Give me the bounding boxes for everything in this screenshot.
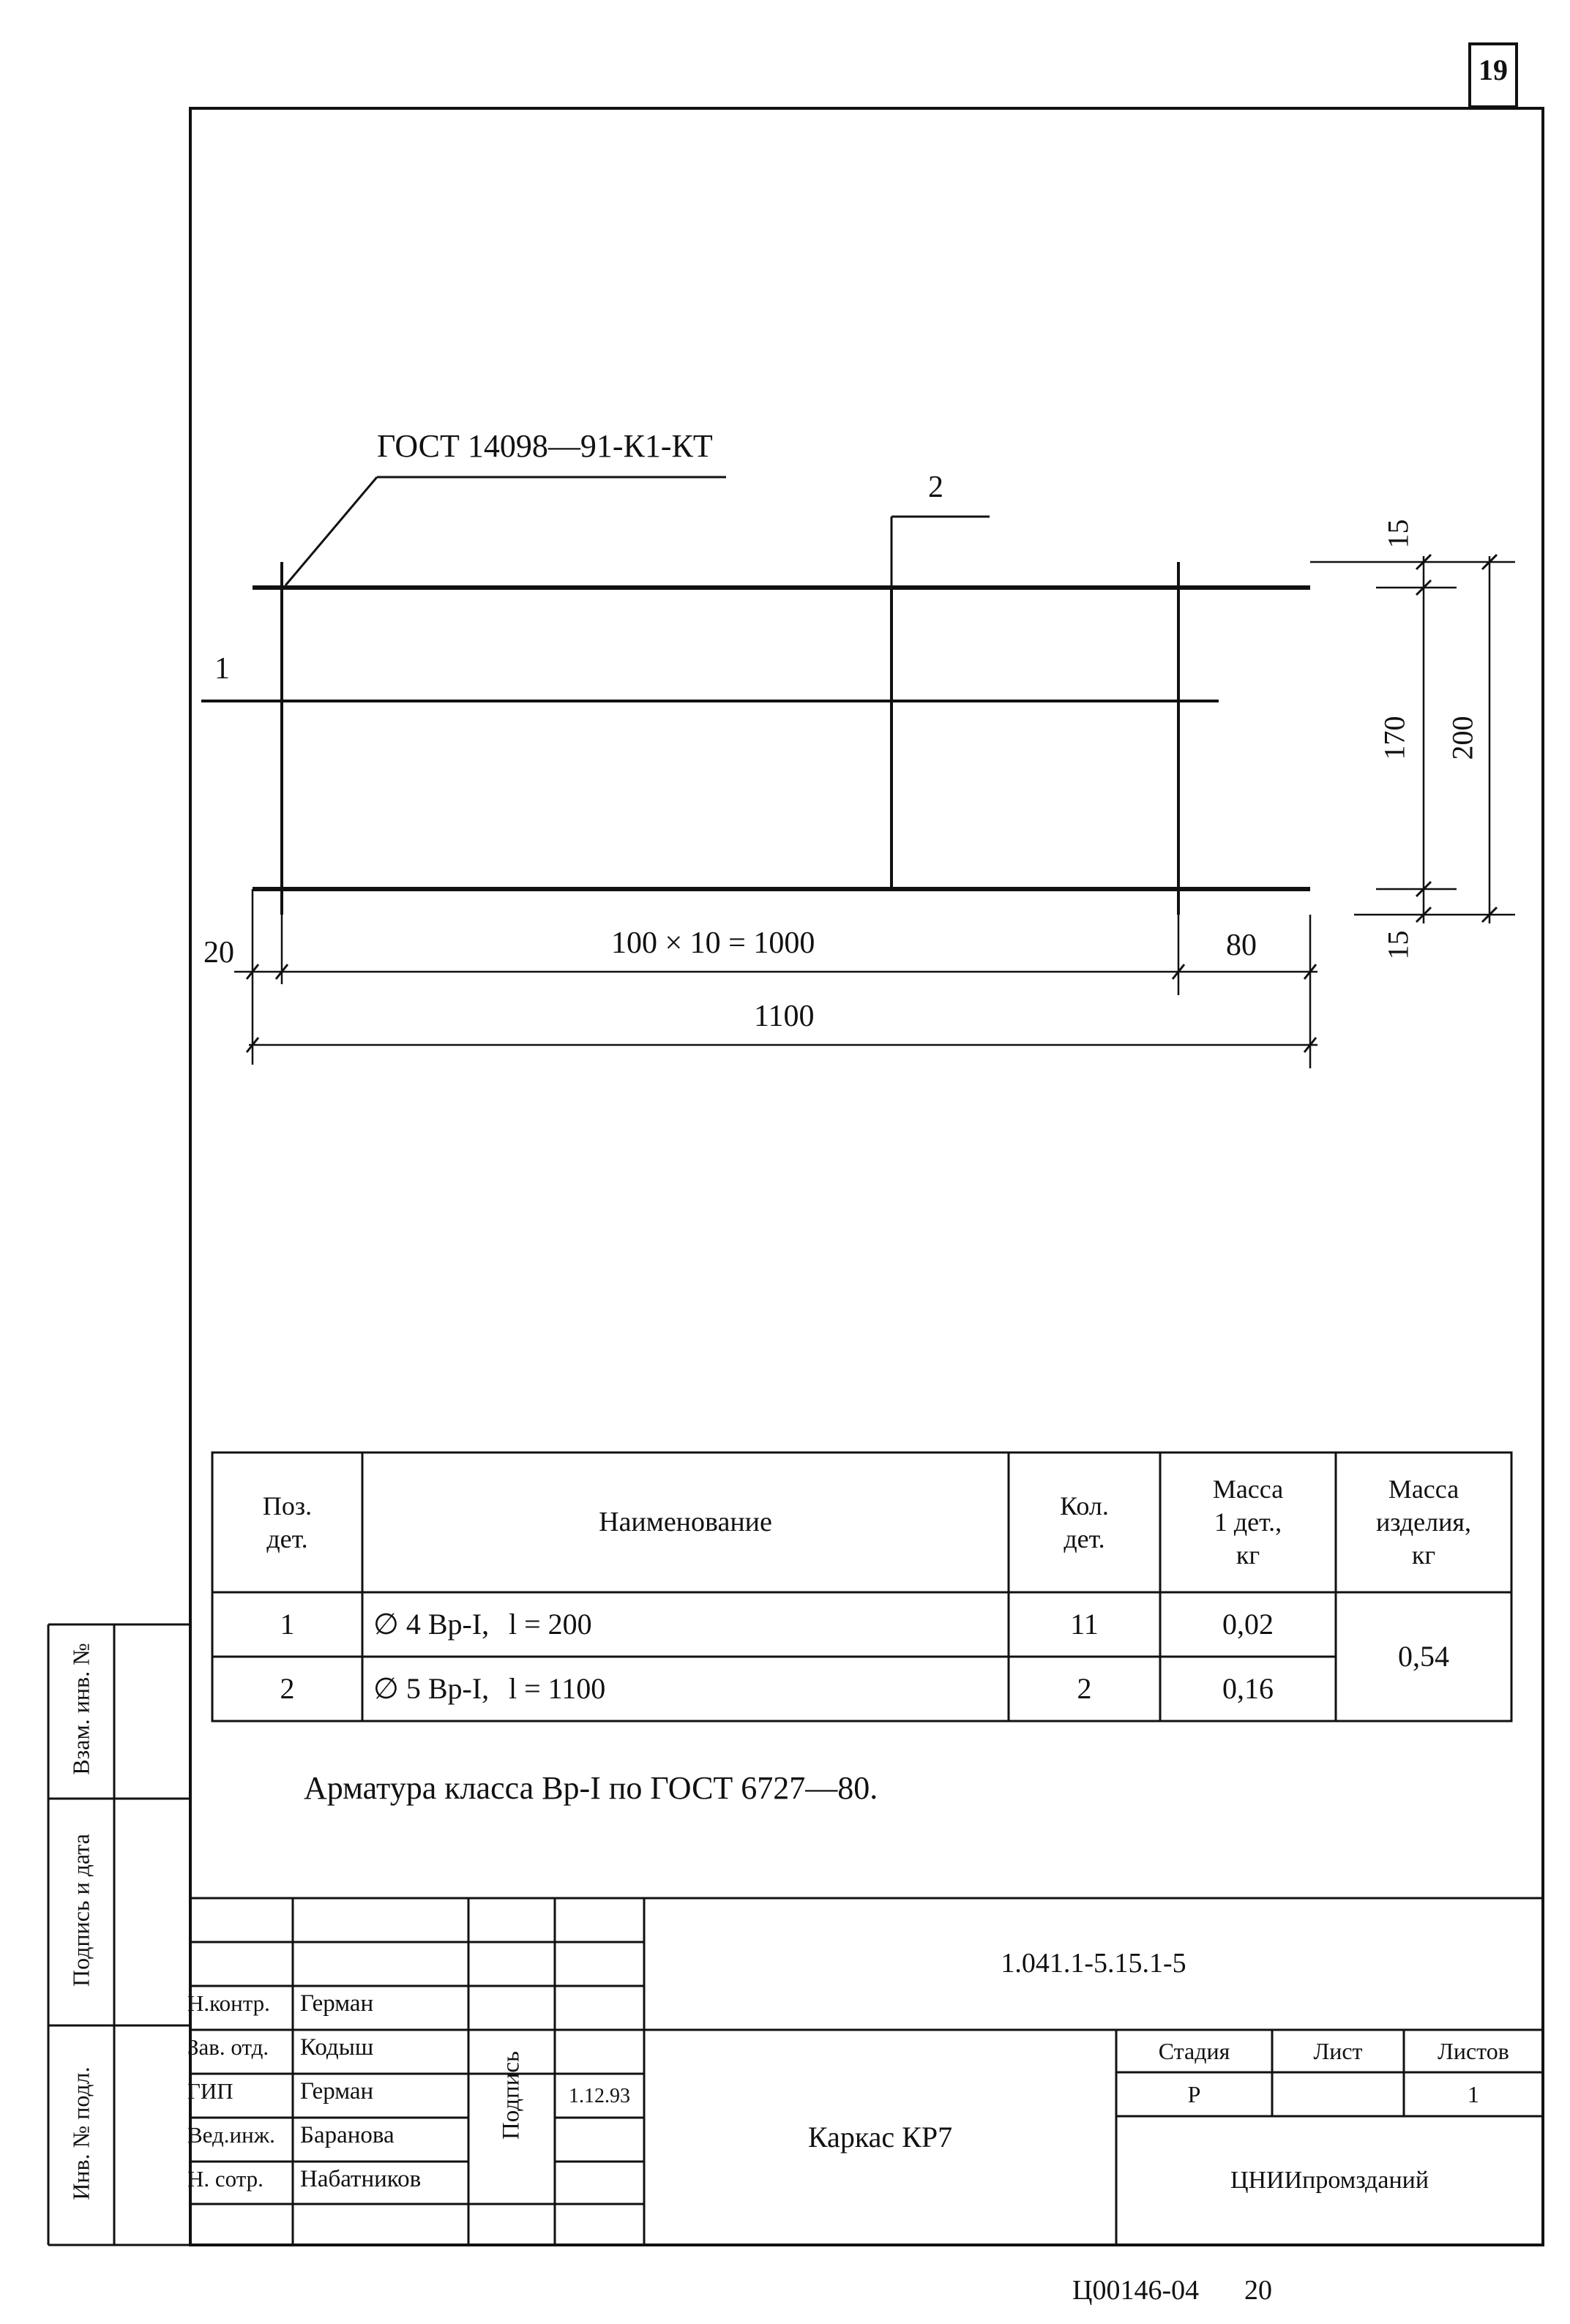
document-code: 1.041.1-5.15.1-5 <box>1001 1948 1186 1979</box>
horizontal-dimensions <box>234 889 1317 1068</box>
cage-cross-bars <box>201 562 1219 915</box>
col-header-mass-one-line1: Масса <box>1212 1474 1284 1504</box>
role-ved-inzh: Вед.инж. <box>187 2122 275 2148</box>
signer-zav-otd: Кодыш <box>300 2034 374 2061</box>
col-header-mass-one-line2: 1 дет., <box>1214 1507 1282 1537</box>
row-2-mass: 0,16 <box>1222 1672 1274 1705</box>
row-1-qty: 11 <box>1070 1608 1099 1641</box>
dim-1100: 1100 <box>754 1000 815 1033</box>
vertical-dimensions <box>1310 556 1515 923</box>
col-header-mass-total <box>1336 1452 1511 1592</box>
footer-code: Ц00146-04 <box>1072 2275 1200 2306</box>
col-header-name: Наименование <box>599 1506 772 1537</box>
dim-15-top: 15 <box>1381 519 1415 549</box>
sheet-value <box>1272 2072 1404 2116</box>
dim-spacing: 100 × 10 = 1000 <box>611 926 815 960</box>
col-header-mass-total-line2: изделия, <box>1376 1507 1471 1537</box>
col-header-qty <box>1009 1452 1160 1592</box>
col-header-mass-one-line3: кг <box>1236 1540 1260 1570</box>
leaders <box>285 477 990 588</box>
total-mass: 0,54 <box>1398 1640 1449 1673</box>
reinforcement-note: Арматура класса Вр-I по ГОСТ 6727—80. <box>304 1770 878 1806</box>
position-label-2: 2 <box>928 471 943 504</box>
cage-main-bars <box>253 588 1310 889</box>
side-stamp-vzam: Взам. инв. № <box>67 1643 94 1775</box>
row-1-mass: 0,02 <box>1222 1608 1274 1641</box>
signature-column-label: Подпись <box>498 2050 525 2140</box>
footer-number: 20 <box>1244 2275 1272 2306</box>
role-zav-otd: Зав. отд. <box>187 2034 269 2060</box>
signer-gip: Герман <box>300 2078 374 2104</box>
side-stamp-podpis-data: Подпись и дата <box>67 1834 94 1987</box>
position-label-1: 1 <box>214 652 230 686</box>
dim-200: 200 <box>1446 716 1479 760</box>
dim-15-bottom: 15 <box>1381 930 1415 960</box>
role-n-kontr: Н.контр. <box>187 1990 270 2016</box>
signer-ved-inzh: Баранова <box>300 2122 395 2148</box>
date-gip: 1.12.93 <box>569 2084 630 2107</box>
col-header-pos-line1: Поз. <box>262 1491 313 1521</box>
sheet-header: Лист <box>1313 2038 1363 2064</box>
col-header-qty-line2: дет. <box>1064 1523 1105 1553</box>
col-header-mass-one <box>1160 1452 1336 1592</box>
row-2-pos: 2 <box>280 1672 295 1705</box>
dim-170: 170 <box>1378 716 1411 760</box>
col-header-qty-line1: Кол. <box>1060 1491 1109 1521</box>
col-header-mass-total-line3: кг <box>1411 1540 1436 1570</box>
row-1-name: ∅ 4 Вр-I, <box>373 1608 490 1641</box>
row-2-name: ∅ 5 Вр-I, <box>373 1672 490 1705</box>
row-2-qty: 2 <box>1077 1672 1092 1705</box>
dim-20: 20 <box>203 936 234 970</box>
col-header-mass-total-line1: Масса <box>1388 1474 1459 1504</box>
row-1-length: l = 200 <box>509 1608 592 1641</box>
role-n-sotr: Н. сотр. <box>187 2166 263 2192</box>
page-number: 19 <box>1479 53 1508 86</box>
col-header-pos-line2: дет. <box>266 1523 308 1553</box>
weld-standard-note: ГОСТ 14098—91-К1-КТ <box>377 428 713 464</box>
stage-header: Стадия <box>1158 2038 1230 2064</box>
col-header-pos <box>212 1452 362 1592</box>
role-gip: ГИП <box>187 2078 233 2104</box>
drawing-title: Каркас КР7 <box>807 2121 953 2154</box>
side-stamp-inv-podl: Инв. № подл. <box>67 2066 94 2200</box>
row-1-pos: 1 <box>280 1608 295 1641</box>
signer-n-kontr: Герман <box>300 1990 374 2017</box>
sheets-header: Листов <box>1438 2038 1509 2064</box>
sheets-value: 1 <box>1468 2081 1479 2107</box>
stage-value: Р <box>1187 2081 1201 2107</box>
organization: ЦНИИпромзданий <box>1230 2166 1429 2194</box>
dim-80: 80 <box>1226 929 1257 962</box>
row-2-length: l = 1100 <box>509 1672 606 1705</box>
signer-n-sotr: Набатников <box>300 2166 422 2192</box>
